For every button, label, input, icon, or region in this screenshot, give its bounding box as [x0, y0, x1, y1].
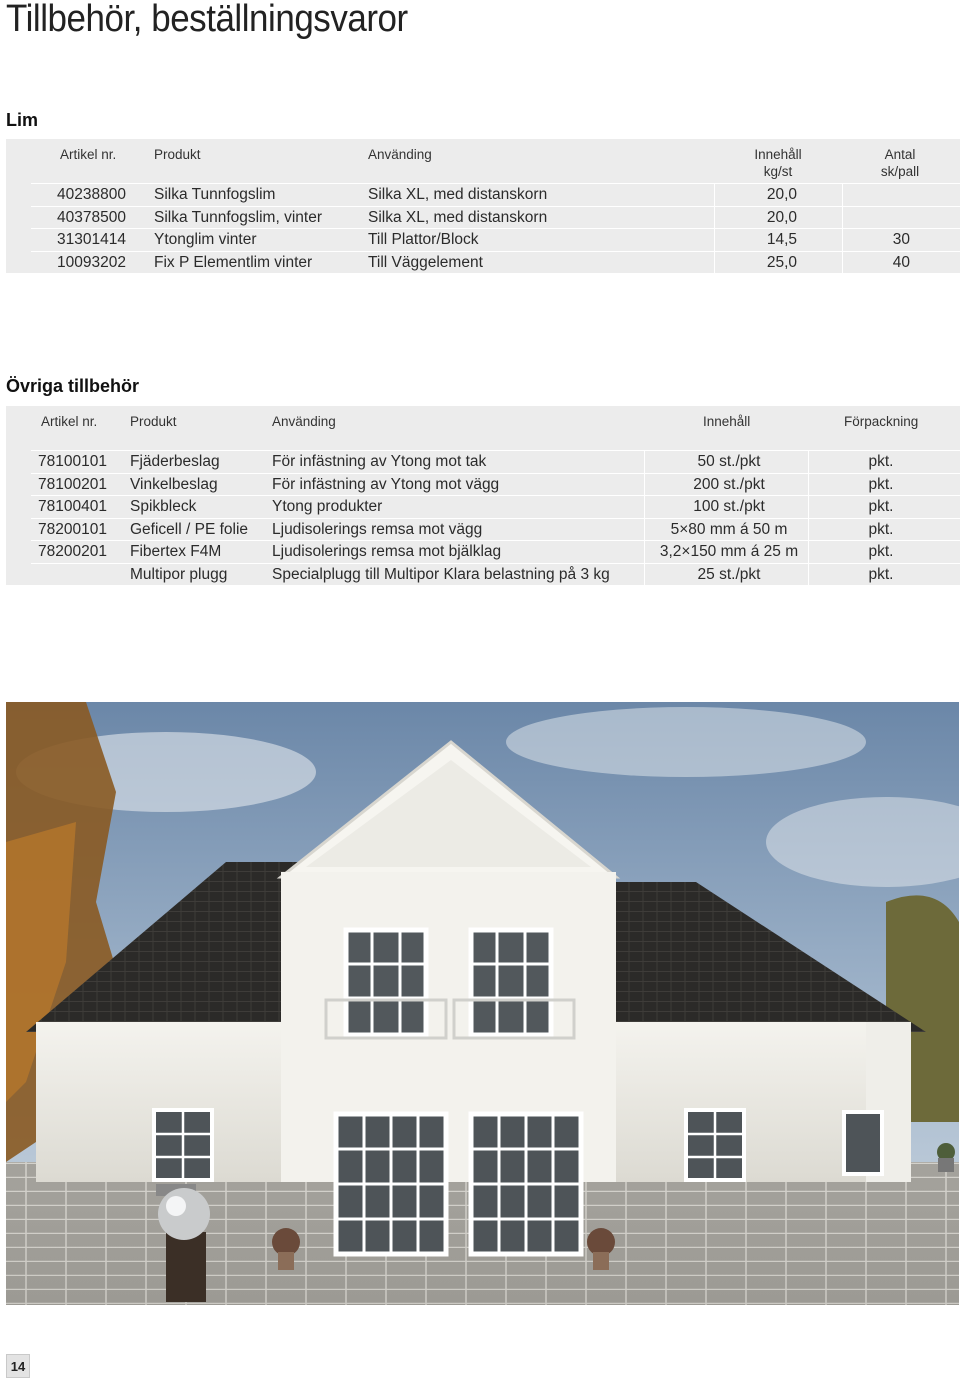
section-title-lim: Lim: [6, 110, 39, 130]
lim-header-produkt: Produkt: [154, 147, 201, 162]
ovriga-header-forpackning: Förpackning: [844, 414, 919, 429]
lim-table: [6, 139, 960, 273]
cell-produkt: Silka Tunnfogslim, vinter: [154, 208, 322, 226]
section-title-ovriga: Övriga tillbehör: [6, 376, 140, 396]
cell-produkt: Ytonglim vinter: [154, 231, 257, 248]
cell-artikel: 78100101: [38, 453, 107, 470]
ovriga-header-innehall: Innehåll: [703, 414, 751, 429]
table-row: [31, 495, 960, 518]
table-row: [31, 473, 960, 496]
ovriga-header-artikel: Artikel nr.: [41, 414, 98, 429]
cell-anvandning: Ljudisolerings remsa mot vägg: [272, 520, 483, 538]
cell-anvandning: Ytong produkter: [272, 498, 383, 516]
cell-artikel: 78200201: [38, 543, 107, 561]
ovriga-header-anvandning: Använding: [272, 414, 336, 429]
cell-anvandning: Till Väggelement: [368, 253, 483, 271]
cell-innehall: 20,0: [766, 186, 797, 203]
cell-innehall: 25 st./pkt: [697, 566, 761, 583]
table-row: [31, 183, 960, 206]
cell-anvandning: Silka XL, med distanskorn: [368, 208, 548, 226]
cell-forpackning: pkt.: [868, 566, 894, 583]
cell-anvandning: För infästning av Ytong mot vägg: [272, 475, 500, 493]
cell-innehall: 25,0: [766, 253, 797, 271]
ovriga-header-produkt: Produkt: [130, 414, 177, 429]
page-number: 14: [6, 1354, 30, 1378]
cell-anvandning: Till Plattor/Block: [368, 231, 479, 248]
page-title: Tillbehör, beställningsvaror: [6, 0, 408, 40]
table-row: [31, 563, 960, 586]
lim-header-antal: Antal sk/pall: [880, 147, 920, 179]
table-row: [31, 450, 960, 473]
cell-anvandning: Ljudisolerings remsa mot bjälklag: [272, 543, 502, 561]
cell-produkt: Fix P Elementlim vinter: [154, 253, 313, 271]
cell-artikel: 78100201: [38, 475, 107, 493]
cell-innehall: 3,2×150 mm á 25 m: [659, 543, 799, 561]
cell-artikel: 31301414: [57, 231, 126, 248]
house-photo: [6, 702, 959, 1305]
cell-artikel: 78200101: [38, 520, 107, 538]
table-row: [31, 540, 960, 563]
cell-artikel: 40238800: [57, 186, 126, 203]
cell-forpackning: pkt.: [868, 453, 894, 470]
table-row: [31, 206, 960, 229]
cell-produkt: Silka Tunnfogslim: [154, 186, 276, 203]
cell-produkt: Multipor plugg: [130, 566, 228, 583]
lim-header-innehall: Innehåll kg/st: [754, 147, 802, 179]
cell-innehall: 14,5: [766, 231, 797, 248]
cell-forpackning: pkt.: [868, 543, 894, 561]
table-row: [31, 251, 960, 274]
cell-produkt: Fjäderbeslag: [130, 453, 220, 470]
cell-innehall: 50 st./pkt: [697, 453, 761, 470]
cell-produkt: Geficell / PE folie: [130, 520, 249, 538]
cell-forpackning: pkt.: [868, 498, 894, 516]
table-row: [31, 228, 960, 251]
cell-forpackning: pkt.: [868, 520, 894, 538]
cell-innehall: 20,0: [766, 208, 797, 226]
cell-produkt: Spikbleck: [130, 498, 197, 516]
cell-antal: 30: [892, 231, 910, 248]
table-row: [31, 518, 960, 541]
cell-artikel: 10093202: [57, 253, 126, 271]
cell-innehall: 200 st./pkt: [693, 475, 765, 493]
cell-artikel: 40378500: [57, 208, 126, 226]
cell-produkt: Fibertex F4M: [130, 543, 222, 561]
cell-innehall: 5×80 mm á 50 m: [670, 520, 788, 538]
cell-anvandning: Specialplugg till Multipor Klara belastning på 3 kg: [272, 566, 610, 583]
cell-antal: 40: [892, 253, 910, 271]
cell-produkt: Vinkelbeslag: [130, 475, 218, 493]
lim-header-artikel: Artikel nr.: [60, 147, 117, 162]
cell-innehall: 100 st./pkt: [693, 498, 765, 516]
cell-forpackning: pkt.: [868, 475, 894, 493]
lim-header-anvandning: Använding: [368, 147, 432, 162]
cell-anvandning: Silka XL, med distanskorn: [368, 186, 548, 203]
cell-artikel: 78100401: [38, 498, 107, 516]
ovriga-table: [6, 406, 960, 585]
cell-anvandning: För infästning av Ytong mot tak: [272, 453, 487, 470]
